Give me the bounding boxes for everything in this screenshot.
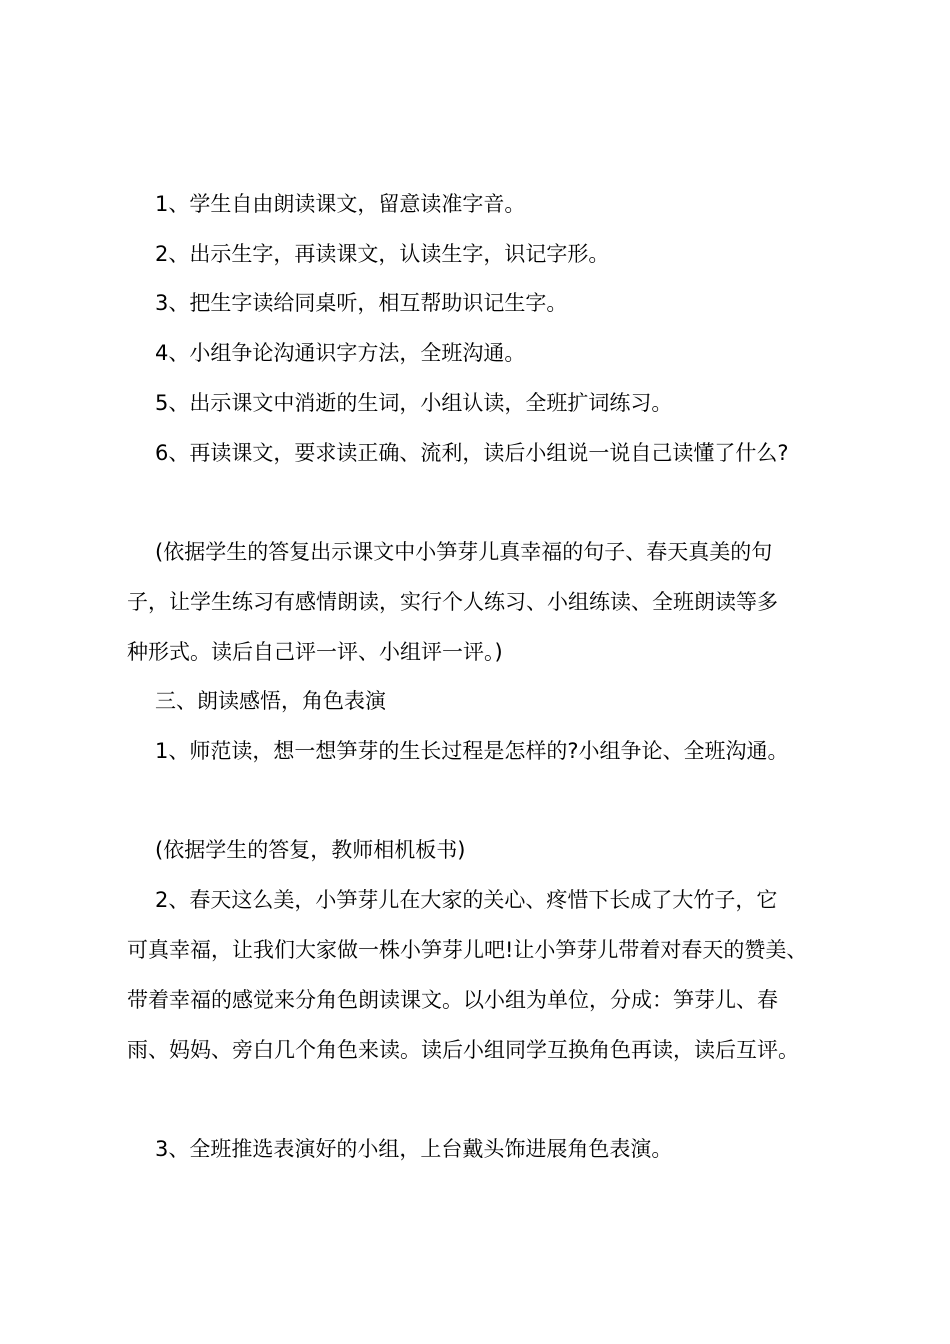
step-4-text: 4、小组争论沟通识字方法，全班沟通。	[155, 341, 526, 365]
section-step-2-line-4: 雨、妈妈、旁白几个角色来读。读后小组同学互换角色再读，读后互评。	[127, 1038, 799, 1062]
step-3-text: 3、把生字读给同桌听，相互帮助识记生字。	[155, 291, 568, 315]
step-6-text: 6、再读课文，要求读正确、流利，读后小组说一说自己读懂了什么?	[155, 441, 789, 465]
note-paragraph-line-3: 种形式。读后自己评一评、小组评一评。)	[127, 640, 503, 664]
section-step-2-line-2: 可真幸福，让我们大家做一株小笋芽儿吧!让小笋芽儿带着对春天的赞美、	[127, 938, 808, 962]
board-note-text: (依据学生的答复，教师相机板书)	[155, 838, 466, 862]
section-step-2-line-1: 2、春天这么美，小笋芽儿在大家的关心、疼惜下长成了大竹子，它	[155, 888, 778, 912]
step-2-text: 2、出示生字，再读课文，认读生字，识记字形。	[155, 242, 610, 266]
step-1-text: 1、学生自由朗读课文，留意读准字音。	[155, 192, 526, 216]
section-step-1-text: 1、师范读，想一想笋芽的生长过程是怎样的?小组争论、全班沟通。	[155, 739, 789, 763]
section-heading: 三、朗读感悟，角色表演	[155, 689, 386, 713]
section-step-3-text: 3、全班推选表演好的小组，上台戴头饰进展角色表演。	[155, 1137, 673, 1161]
note-paragraph-line-2: 子，让学生练习有感情朗读，实行个人练习、小组练读、全班朗读等多	[127, 590, 778, 614]
section-step-2-line-3: 带着幸福的感觉来分角色朗读课文。以小组为单位，分成：笋芽儿、春	[127, 988, 778, 1012]
step-5-text: 5、出示课文中消逝的生词，小组认读，全班扩词练习。	[155, 391, 673, 415]
note-paragraph-line-1: (依据学生的答复出示课文中小笋芽儿真幸福的句子、春天真美的句	[155, 540, 773, 564]
